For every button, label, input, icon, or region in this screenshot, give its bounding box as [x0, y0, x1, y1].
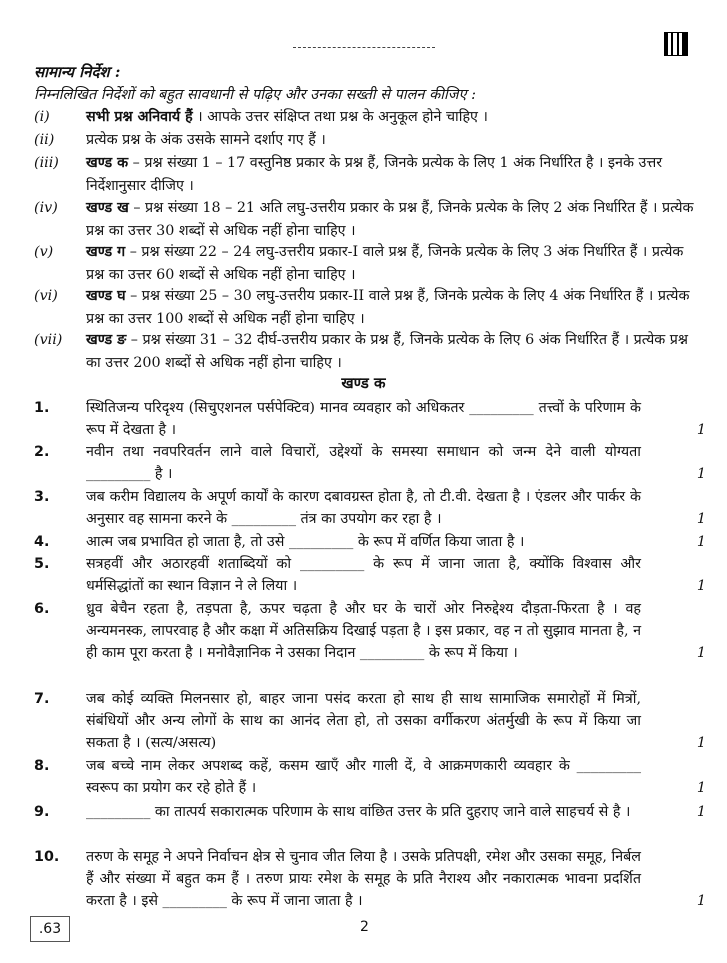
- question-number: 1.: [34, 400, 50, 416]
- question-number: 4.: [34, 534, 50, 550]
- instruction-item: [34, 329, 694, 375]
- section-title: खण्ड क: [341, 374, 386, 392]
- question-number: 8.: [34, 758, 50, 774]
- question-item: [34, 397, 706, 441]
- question-number: 10.: [34, 849, 60, 865]
- question-number: 6.: [34, 601, 50, 617]
- question-item: [34, 486, 706, 530]
- instruction-text: – प्रश्न संख्या 22 – 24 लघु-उत्तरीय प्रकार-I वाले प्रश्न हैं, जिनके प्रत्येक के लिए 3 अंक निर्धारित हैं । प्रत्येक प्रश्न का उत्तर 60 शब्दों से अधिक नहीं होना चाहिए ।: [86, 244, 684, 283]
- instruction-number: (ii): [34, 132, 55, 148]
- question-item: [34, 553, 706, 597]
- question-marks: 1: [696, 534, 706, 550]
- question-item: [34, 441, 706, 485]
- question-marks: 1: [696, 780, 706, 796]
- question-marks: 1: [696, 578, 706, 594]
- question-text: तरुण के समूह ने अपने निर्वाचन क्षेत्र से चुनाव जीत लिया है । उसके प्रतिपक्षी, रमेश और उसका समूह, निर्बल हैं और संख्या में बहुत कम हैं । तरुण प्रायः रमेश के समूह के प्रति नैराश्य और नकारात्मक भावना प्रदर्शित करता है । इसे _________ के रूप में जाना जाता है ।: [86, 849, 641, 909]
- question-number: 3.: [34, 489, 50, 505]
- question-text: जब बच्चे नाम लेकर अपशब्द कहें, कसम खाएँ और गाली दें, वे आक्रमणकारी व्यवहार के _________ स्वरूप का प्रयोग कर रहे होते हैं ।: [86, 758, 641, 796]
- instruction-bold: खण्ड क: [86, 155, 129, 171]
- question-text: सत्रहवीं और अठारहवीं शताब्दियों को _________ के रूप में जाना जाता है, क्योंकि विश्वास और धर्मसिद्धांतों का स्थान विज्ञान ने ले लिया ।: [86, 556, 641, 594]
- question-marks: 1: [696, 893, 706, 909]
- instruction-bold: खण्ड ख: [86, 200, 129, 216]
- instruction-number: (iii): [34, 155, 59, 171]
- question-text: नवीन तथा नवपरिवर्तन लाने वाले विचारों, उद्देश्यों के समस्या समाधान को जन्म देने वाली योग्यता _________ है ।: [86, 444, 641, 482]
- question-text: आत्म जब प्रभावित हो जाता है, तो उसे _________ के रूप में वर्णित किया जाता है ।: [86, 534, 525, 550]
- instruction-item: [34, 285, 694, 331]
- question-number: 7.: [34, 691, 50, 707]
- question-marks: 1: [696, 645, 706, 661]
- instruction-number: (vii): [34, 332, 63, 348]
- question-text: _________ का तात्पर्य सकारात्मक परिणाम के साथ वांछित उत्तर के प्रति दुहराए जाने वाले साहचर्य से है ।: [86, 804, 631, 820]
- instruction-text: – प्रश्न संख्या 31 – 32 दीर्घ-उत्तरीय प्रकार के प्रश्न हैं, जिनके प्रत्येक के लिए 6 अंक निर्धारित हैं । प्रत्येक प्रश्न का उत्तर 200 शब्दों से अधिक नहीं होना चाहिए ।: [86, 332, 689, 371]
- instruction-item: [34, 106, 694, 129]
- instruction-text: प्रत्येक प्रश्न के अंक उसके सामने दर्शाए गए हैं ।: [86, 132, 326, 148]
- question-marks: 1: [696, 511, 706, 527]
- question-marks: 1: [696, 422, 706, 438]
- question-item: [34, 531, 706, 553]
- instruction-item: [34, 152, 694, 198]
- question-marks: 1: [696, 804, 706, 820]
- question-text: जब करीम विद्यालय के अपूर्ण कार्यों के कारण दबावग्रस्त होता है, तो टी.वी. देखता है । एंडलर और पार्कर के अनुसार वह सामना करने के _________ तंत्र का उपयोग कर रहा है ।: [86, 489, 641, 527]
- question-item: [34, 688, 706, 754]
- page-number: 2: [360, 919, 369, 935]
- instruction-item: [34, 129, 694, 152]
- instruction-bold: खण्ड ग: [86, 244, 126, 260]
- instruction-item: [34, 241, 694, 287]
- instruction-bold: खण्ड घ: [86, 288, 126, 304]
- instruction-text: – प्रश्न संख्या 25 – 30 लघु-उत्तरीय प्रकार-II वाले प्रश्न हैं, जिनके प्रत्येक के लिए 4 अंक निर्धारित हैं । प्रत्येक प्रश्न का उत्तर 100 शब्दों से अधिक नहीं होना चाहिए ।: [86, 288, 690, 327]
- question-text: जब कोई व्यक्ति मिलनसार हो, बाहर जाना पसंद करता हो साथ ही साथ सामाजिक समारोहों में मित्रों, संबंधियों और अन्य लोगों के साथ का आनंद लेता हो, तो उसका वर्गीकरण अंतर्मुखी के रूप में किया जा सकता है । (सत्य/असत्य): [86, 691, 641, 751]
- footer-code-box: .63: [30, 916, 70, 942]
- question-text: ध्रुव बेचैन रहता है, तड़पता है, ऊपर चढ़ता है और घर के चारों ओर निरुद्देश्य दौड़ता-फिरता है । वह अन्यमनस्क, लापरवाह है और कक्षा में अतिसक्रिय दिखाई पड़ता है । इस प्रकार, वह न तो सुझाव मानता है, न ही काम पूरा करता है । मनोवैज्ञानिक ने उसका निदान _________ के रूप में किया ।: [86, 601, 641, 661]
- instructions-heading: सामान्य निर्देश :: [34, 63, 121, 81]
- instructions-intro: निम्नलिखित निर्देशों को बहुत सावधानी से पढ़िए और उनका सख्ती से पालन कीजिए :: [34, 87, 477, 103]
- question-number: 9.: [34, 804, 50, 820]
- instruction-number: (i): [34, 109, 50, 125]
- question-marks: 1: [696, 466, 706, 482]
- instruction-text: – प्रश्न संख्या 18 – 21 अति लघु-उत्तरीय प्रकार के प्रश्न हैं, जिनके प्रत्येक के लिए 2 अंक निर्धारित हैं । प्रत्येक प्रश्न का उत्तर 30 शब्दों से अधिक नहीं होना चाहिए ।: [86, 200, 694, 239]
- qr-code-icon: [664, 32, 688, 56]
- question-item: [34, 755, 706, 799]
- question-item: [34, 598, 706, 664]
- instruction-number: (vi): [34, 288, 58, 304]
- instruction-number: (v): [34, 244, 54, 260]
- question-marks: 1: [696, 735, 706, 751]
- instruction-item: [34, 197, 694, 243]
- instruction-bold: सभी प्रश्न अनिवार्य हैं: [86, 109, 193, 125]
- top-divider: [293, 47, 435, 48]
- question-number: 5.: [34, 556, 50, 572]
- instruction-text: । आपके उत्तर संक्षिप्त तथा प्रश्न के अनुकूल होने चाहिए ।: [192, 109, 488, 125]
- question-item: [34, 801, 706, 823]
- question-text: स्थितिजन्य परिदृश्य (सिचुएशनल पर्सपेक्टिव) मानव व्यवहार को अधिकतर _________ तत्त्वों के परिणाम के रूप में देखता है ।: [86, 400, 641, 438]
- question-number: 2.: [34, 444, 50, 460]
- question-item: [34, 846, 706, 912]
- instruction-number: (iv): [34, 200, 58, 216]
- instruction-bold: खण्ड ङ: [86, 332, 127, 348]
- instruction-text: – प्रश्न संख्या 1 – 17 वस्तुनिष्ठ प्रकार के प्रश्न हैं, जिनके प्रत्येक के लिए 1 अंक निर्धारित है । इनके उत्तर निर्देशानुसार दीजिए ।: [86, 155, 663, 194]
